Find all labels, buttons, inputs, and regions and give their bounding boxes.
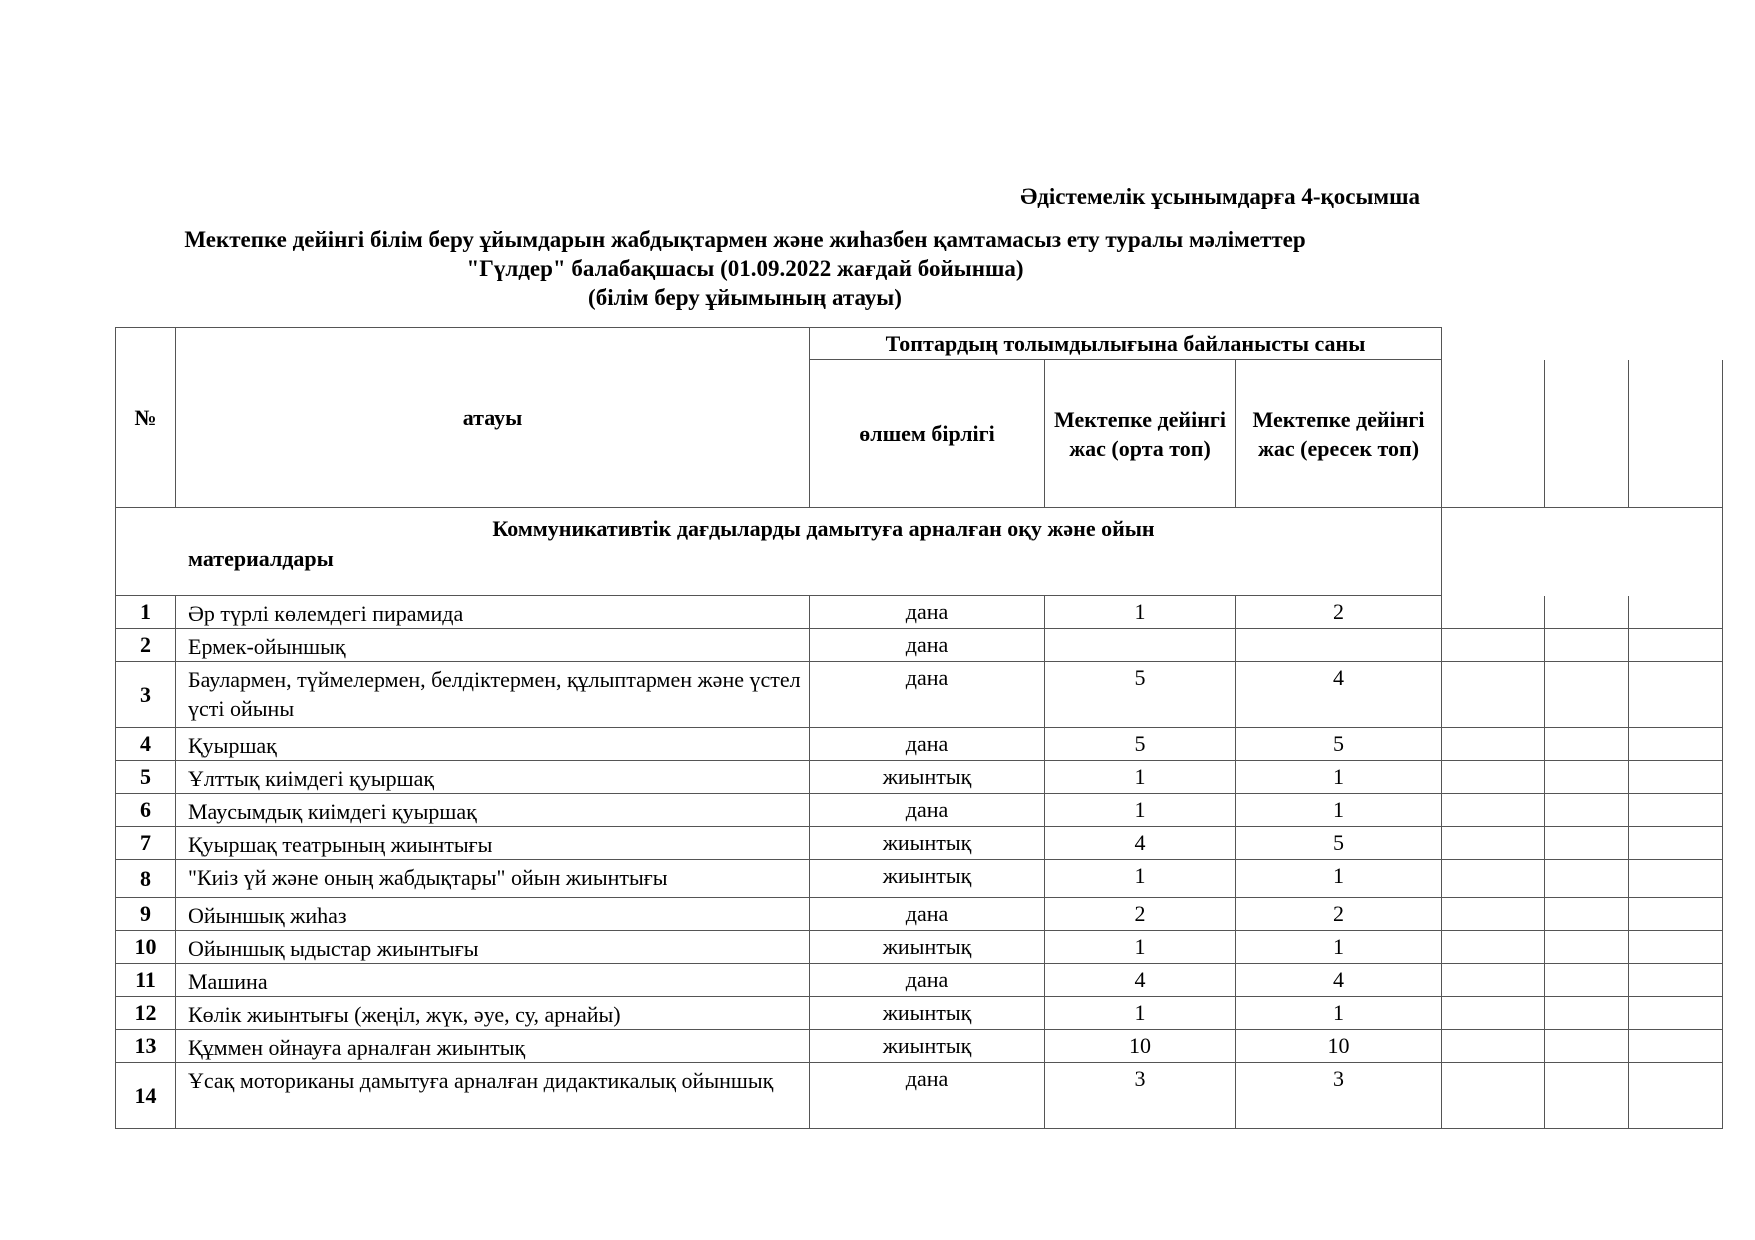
table-row — [116, 964, 1723, 997]
item-name: Ойыншық ыдыстар жиынтығы — [176, 931, 810, 964]
table-row — [116, 629, 1723, 662]
item-name: Баулармен, түймелермен, белдіктермен, құлыптармен және үстел үсті ойыны — [176, 662, 810, 728]
extra-cell — [1545, 997, 1629, 1030]
item-name: "Киіз үй және оның жабдықтары" ойын жиынтығы — [176, 860, 810, 898]
item-name: Көлік жиынтығы (жеңіл, жүк, әуе, су, арнайы) — [176, 997, 810, 1030]
senior-group-count: 2 — [1236, 596, 1442, 629]
senior-group-count: 5 — [1236, 728, 1442, 761]
middle-group-count: 1 — [1045, 997, 1236, 1030]
middle-group-count: 4 — [1045, 827, 1236, 860]
item-name: Қуыршақ — [176, 728, 810, 761]
extra-cell — [1545, 508, 1629, 596]
row-number: 5 — [116, 761, 176, 794]
senior-group-count: 1 — [1236, 761, 1442, 794]
header-number: № — [116, 328, 176, 508]
section-title — [116, 508, 1442, 596]
row-number: 4 — [116, 728, 176, 761]
middle-group-count: 10 — [1045, 1030, 1236, 1063]
item-name: Маусымдық киімдегі қуыршақ — [176, 794, 810, 827]
middle-group-count: 4 — [1045, 964, 1236, 997]
middle-group-count: 1 — [1045, 794, 1236, 827]
table-row — [116, 662, 1723, 728]
item-unit: дана — [810, 596, 1045, 629]
middle-group-count: 5 — [1045, 662, 1236, 728]
senior-group-count: 10 — [1236, 1030, 1442, 1063]
item-name: Құммен ойнауға арналған жиынтық — [176, 1030, 810, 1063]
row-number: 2 — [116, 629, 176, 662]
row-number: 7 — [116, 827, 176, 860]
header-senior-group: Мектепке дейінгі жас (ересек топ) — [1236, 360, 1442, 508]
senior-group-count: 1 — [1236, 931, 1442, 964]
extra-cell — [1629, 860, 1723, 898]
senior-group-count: 2 — [1236, 898, 1442, 931]
item-name: Әр түрлі көлемдегі пирамида — [176, 596, 810, 629]
table-row — [116, 794, 1723, 827]
extra-cell — [1629, 508, 1723, 596]
item-name: Ұсақ моториканы дамытуға арналған дидактикалық ойыншық — [176, 1063, 810, 1129]
item-unit: жиынтық — [810, 931, 1045, 964]
extra-cell — [1629, 662, 1723, 728]
extra-cell — [1442, 898, 1545, 931]
row-number: 10 — [116, 931, 176, 964]
header-unit: өлшем бірлігі — [810, 360, 1045, 508]
header-row-1 — [116, 328, 1723, 360]
table-row — [116, 827, 1723, 860]
table-row — [116, 1030, 1723, 1063]
item-unit: дана — [810, 898, 1045, 931]
item-unit: дана — [810, 662, 1045, 728]
row-number: 6 — [116, 794, 176, 827]
extra-cell — [1442, 931, 1545, 964]
middle-group-count: 1 — [1045, 761, 1236, 794]
middle-group-count — [1045, 629, 1236, 662]
extra-cell — [1545, 1063, 1629, 1129]
senior-group-count: 1 — [1236, 794, 1442, 827]
extra-cell — [1545, 964, 1629, 997]
extra-cell — [1442, 964, 1545, 997]
extra-cell — [1629, 1063, 1723, 1129]
extra-cell — [1442, 1030, 1545, 1063]
item-unit: жиынтық — [810, 860, 1045, 898]
item-name: Қуыршақ театрының жиынтығы — [176, 827, 810, 860]
middle-group-count: 1 — [1045, 860, 1236, 898]
row-number: 12 — [116, 997, 176, 1030]
table-row — [116, 596, 1723, 629]
extra-cell — [1629, 728, 1723, 761]
table-row — [116, 728, 1723, 761]
item-unit: жиынтық — [810, 761, 1045, 794]
row-number: 8 — [116, 860, 176, 898]
table-row — [116, 997, 1723, 1030]
extra-cell — [1629, 596, 1723, 629]
extra-cell — [1545, 360, 1629, 508]
extra-cell — [1442, 596, 1545, 629]
header-middle-group: Мектепке дейінгі жас (орта топ) — [1045, 360, 1236, 508]
extra-cell — [1545, 860, 1629, 898]
row-number: 13 — [116, 1030, 176, 1063]
table-row — [116, 1063, 1723, 1129]
row-number: 1 — [116, 596, 176, 629]
extra-cell — [1629, 629, 1723, 662]
extra-cell — [1442, 794, 1545, 827]
extra-cell — [1629, 794, 1723, 827]
extra-cell — [1442, 662, 1545, 728]
organization-name: "Гүлдер" балабақшасы (01.09.2022 жағдай бойынша) — [466, 256, 1024, 281]
extra-cell — [1442, 629, 1545, 662]
extra-cell — [1545, 728, 1629, 761]
senior-group-count: 4 — [1236, 662, 1442, 728]
item-unit: жиынтық — [810, 827, 1045, 860]
middle-group-count: 2 — [1045, 898, 1236, 931]
extra-cell — [1545, 328, 1629, 360]
extra-cell — [1442, 827, 1545, 860]
section-title-line2: материалдары — [188, 546, 334, 571]
header-group-count: Топтардың толымдылығына байланысты саны — [810, 328, 1442, 360]
row-number: 11 — [116, 964, 176, 997]
extra-cell — [1442, 1063, 1545, 1129]
item-name: Ойыншық жиһаз — [176, 898, 810, 931]
senior-group-count: 1 — [1236, 860, 1442, 898]
extra-cell — [1545, 596, 1629, 629]
senior-group-count: 3 — [1236, 1063, 1442, 1129]
extra-cell — [1545, 827, 1629, 860]
extra-cell — [1442, 360, 1545, 508]
item-unit: жиынтық — [810, 997, 1045, 1030]
item-unit: дана — [810, 629, 1045, 662]
appendix-label: Әдістемелік ұсынымдарға 4-қосымша — [1020, 184, 1420, 209]
extra-cell — [1442, 508, 1545, 596]
extra-cell — [1545, 931, 1629, 964]
senior-group-count: 1 — [1236, 997, 1442, 1030]
extra-cell — [1629, 328, 1723, 360]
table-row — [116, 860, 1723, 898]
table-row — [116, 761, 1723, 794]
extra-cell — [1629, 761, 1723, 794]
item-name: Ұлттық киімдегі қуыршақ — [176, 761, 810, 794]
senior-group-count — [1236, 629, 1442, 662]
middle-group-count: 1 — [1045, 931, 1236, 964]
section-title-line1: Коммуникативтік дағдыларды дамытуға арналған оқу және ойын — [492, 516, 1155, 541]
table-row — [116, 898, 1723, 931]
extra-cell — [1629, 898, 1723, 931]
senior-group-count: 5 — [1236, 827, 1442, 860]
section-row — [116, 508, 1723, 596]
middle-group-count: 1 — [1045, 596, 1236, 629]
senior-group-count: 4 — [1236, 964, 1442, 997]
item-unit: жиынтық — [810, 1030, 1045, 1063]
extra-cell — [1629, 360, 1723, 508]
row-number: 14 — [116, 1063, 176, 1129]
item-unit: дана — [810, 1063, 1045, 1129]
row-number: 3 — [116, 662, 176, 728]
item-unit: дана — [810, 728, 1045, 761]
extra-cell — [1629, 1030, 1723, 1063]
row-number: 9 — [116, 898, 176, 931]
item-name: Машина — [176, 964, 810, 997]
middle-group-count: 5 — [1045, 728, 1236, 761]
extra-cell — [1545, 898, 1629, 931]
item-unit: дана — [810, 794, 1045, 827]
table-row — [116, 931, 1723, 964]
extra-cell — [1545, 629, 1629, 662]
extra-cell — [1545, 662, 1629, 728]
extra-cell — [1545, 1030, 1629, 1063]
item-name: Ермек-ойыншық — [176, 629, 810, 662]
organization-caption: (білім беру ұйымының атауы) — [588, 285, 902, 310]
extra-cell — [1442, 860, 1545, 898]
extra-cell — [1442, 997, 1545, 1030]
item-unit: дана — [810, 964, 1045, 997]
extra-cell — [1442, 328, 1545, 360]
header-name: атауы — [176, 328, 810, 508]
middle-group-count: 3 — [1045, 1063, 1236, 1129]
extra-cell — [1629, 827, 1723, 860]
extra-cell — [1442, 728, 1545, 761]
extra-cell — [1629, 997, 1723, 1030]
extra-cell — [1545, 761, 1629, 794]
extra-cell — [1442, 761, 1545, 794]
extra-cell — [1629, 931, 1723, 964]
extra-cell — [1629, 964, 1723, 997]
extra-cell — [1545, 794, 1629, 827]
document-title: Мектепке дейінгі білім беру ұйымдарын жабдықтармен және жиһазбен қамтамасыз ету туралы мәліметтер — [184, 227, 1306, 252]
equipment-table — [115, 327, 1723, 1129]
